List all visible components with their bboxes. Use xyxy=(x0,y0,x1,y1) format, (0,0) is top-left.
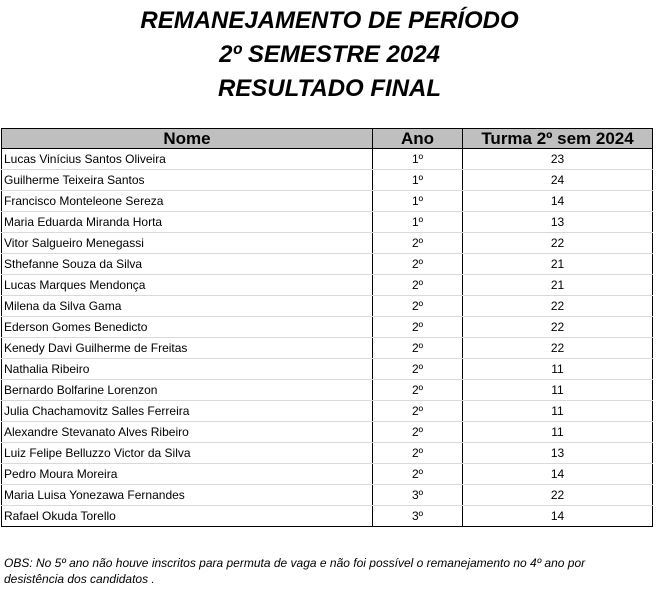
year-cell: 2º xyxy=(373,401,463,422)
class-cell: 11 xyxy=(463,401,653,422)
year-cell: 2º xyxy=(373,380,463,401)
table-row xyxy=(2,485,653,506)
table-row xyxy=(2,338,653,359)
class-cell: 23 xyxy=(463,149,653,170)
class-cell: 14 xyxy=(463,191,653,212)
table-row xyxy=(2,233,653,254)
year-cell: 3º xyxy=(373,506,463,527)
year-cell: 2º xyxy=(373,464,463,485)
table-row xyxy=(2,359,653,380)
table-row xyxy=(2,212,653,233)
results-table xyxy=(1,128,653,527)
class-cell: 21 xyxy=(463,275,653,296)
student-name-cell: Maria Eduarda Miranda Horta xyxy=(2,212,373,233)
table-row xyxy=(2,275,653,296)
results-body xyxy=(2,149,653,527)
student-name-cell: Milena da Silva Gama xyxy=(2,296,373,317)
column-header-nome: Nome xyxy=(2,129,373,149)
class-cell: 13 xyxy=(463,443,653,464)
table-row xyxy=(2,464,653,485)
class-cell: 22 xyxy=(463,338,653,359)
class-cell: 13 xyxy=(463,212,653,233)
year-cell: 2º xyxy=(373,275,463,296)
year-cell: 2º xyxy=(373,359,463,380)
year-cell: 2º xyxy=(373,317,463,338)
student-name-cell: Nathalia Ribeiro xyxy=(2,359,373,380)
table-row xyxy=(2,380,653,401)
column-header-ano: Ano xyxy=(373,129,463,149)
class-cell: 14 xyxy=(463,464,653,485)
table-row xyxy=(2,296,653,317)
year-cell: 3º xyxy=(373,485,463,506)
table-row xyxy=(2,149,653,170)
student-name-cell: Ederson Gomes Benedicto xyxy=(2,317,373,338)
student-name-cell: Bernardo Bolfarine Lorenzon xyxy=(2,380,373,401)
table-row xyxy=(2,401,653,422)
student-name-cell: Lucas Marques Mendonça xyxy=(2,275,373,296)
table-row xyxy=(2,191,653,212)
table-row xyxy=(2,422,653,443)
year-cell: 2º xyxy=(373,338,463,359)
table-row xyxy=(2,443,653,464)
class-cell: 14 xyxy=(463,506,653,527)
class-cell: 11 xyxy=(463,359,653,380)
title-line-3: RESULTADO FINAL xyxy=(217,75,442,102)
year-cell: 1º xyxy=(373,191,463,212)
header-row xyxy=(2,129,653,149)
student-name-cell: Sthefanne Souza da Silva xyxy=(2,254,373,275)
title-line-2: 2º SEMESTRE 2024 xyxy=(219,41,440,68)
student-name-cell: Vitor Salgueiro Menegassi xyxy=(2,233,373,254)
class-cell: 22 xyxy=(463,233,653,254)
year-cell: 2º xyxy=(373,233,463,254)
year-cell: 2º xyxy=(373,296,463,317)
student-name-cell: Lucas Vinícius Santos Oliveira xyxy=(2,149,373,170)
student-name-cell: Pedro Moura Moreira xyxy=(2,464,373,485)
year-cell: 2º xyxy=(373,443,463,464)
class-cell: 22 xyxy=(463,485,653,506)
observation-note: OBS: No 5º ano não houve inscritos para permuta de vaga e não foi possível o remanejamento no 4º ano por desistência dos candidatos . xyxy=(4,556,586,586)
year-cell: 2º xyxy=(373,422,463,443)
class-cell: 24 xyxy=(463,170,653,191)
title-line-1: REMANEJAMENTO DE PERÍODO xyxy=(140,7,519,34)
year-cell: 1º xyxy=(373,170,463,191)
class-cell: 11 xyxy=(463,380,653,401)
student-name-cell: Kenedy Davi Guilherme de Freitas xyxy=(2,338,373,359)
table-row xyxy=(2,506,653,527)
table-row xyxy=(2,254,653,275)
year-cell: 2º xyxy=(373,254,463,275)
student-name-cell: Maria Luisa Yonezawa Fernandes xyxy=(2,485,373,506)
student-name-cell: Julia Chachamovitz Salles Ferreira xyxy=(2,401,373,422)
table-row xyxy=(2,317,653,338)
year-cell: 1º xyxy=(373,149,463,170)
student-name-cell: Alexandre Stevanato Alves Ribeiro xyxy=(2,422,373,443)
year-cell: 1º xyxy=(373,212,463,233)
document-title xyxy=(0,4,659,106)
class-cell: 22 xyxy=(463,317,653,338)
table-row xyxy=(2,170,653,191)
student-name-cell: Francisco Monteleone Sereza xyxy=(2,191,373,212)
class-cell: 21 xyxy=(463,254,653,275)
student-name-cell: Guilherme Teixeira Santos xyxy=(2,170,373,191)
student-name-cell: Rafael Okuda Torello xyxy=(2,506,373,527)
column-header-turma: Turma 2º sem 2024 xyxy=(463,129,653,149)
student-name-cell: Luiz Felipe Belluzzo Victor da Silva xyxy=(2,443,373,464)
class-cell: 11 xyxy=(463,422,653,443)
class-cell: 22 xyxy=(463,296,653,317)
